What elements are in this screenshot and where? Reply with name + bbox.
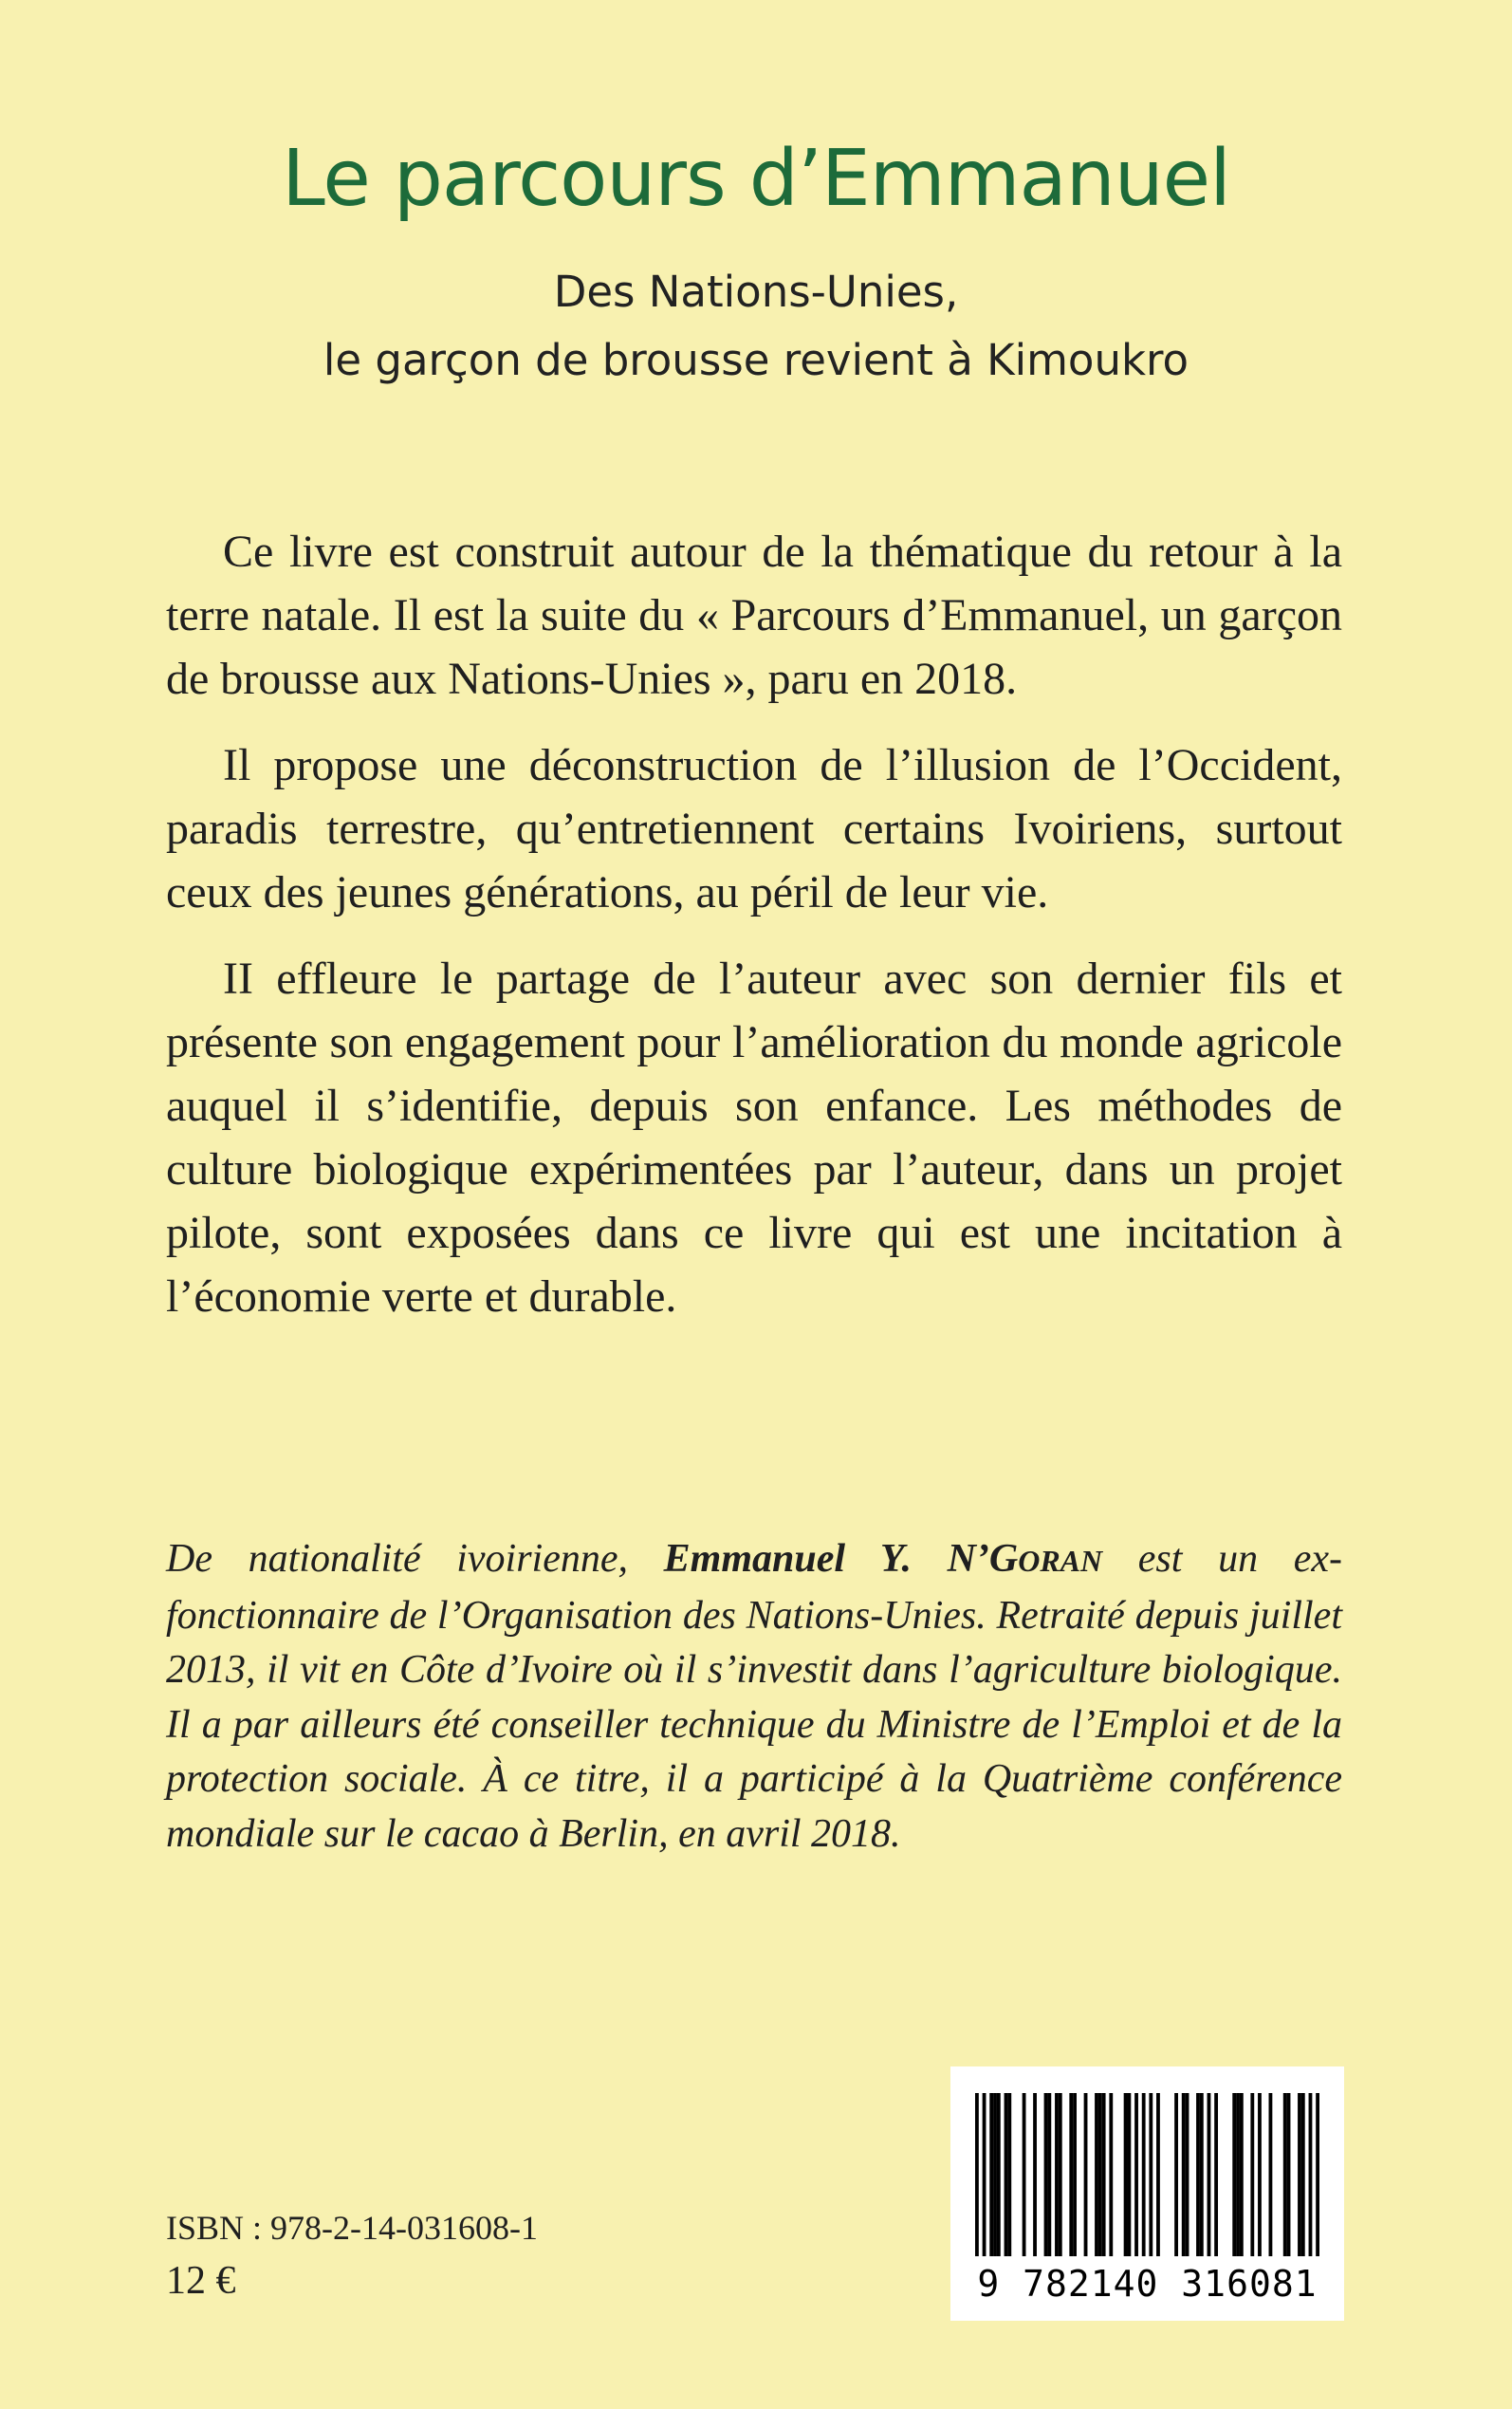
barcode-bar: [1174, 2093, 1178, 2256]
barcode-bar: [1258, 2093, 1262, 2256]
barcode-bar: [1109, 2093, 1113, 2256]
barcode-bar: [989, 2093, 993, 2256]
barcode-bar: [1196, 2093, 1200, 2256]
barcode-bar: [1269, 2093, 1273, 2256]
summary-text: [166, 520, 1342, 1351]
barcode-bar: [1309, 2093, 1313, 2256]
barcode-bar: [1047, 2093, 1051, 2256]
author-name-small-caps: ORAN: [1018, 1544, 1103, 1578]
isbn: ISBN : 978-2-14-031608-1: [166, 2209, 538, 2247]
book-subtitle-line-1: Des Nations-Unies,: [553, 267, 959, 317]
barcode-bar: [1301, 2093, 1305, 2256]
summary-paragraph: II effleure le partage de l’auteur avec son dernier fils et présente son engagement pour l’amélioration du monde agricole auquel il s’identifie, depuis son enfance. Les méthodes de culture biologique expérimentées par l’auteur, dans un projet pilote, sont exposées dans ce livre qui est une incitation à l’économie verte et durable.: [166, 954, 1342, 1322]
barcode-bar: [1298, 2093, 1301, 2256]
barcode-bar: [1095, 2093, 1098, 2256]
barcode-bar: [1142, 2093, 1146, 2256]
barcode-bar: [1232, 2093, 1236, 2256]
author-bio-intro: De nationalité ivoirienne,: [166, 1537, 664, 1581]
summary-paragraph: Ce livre est construit autour de la thématique du retour à la terre natale. Il est la suite du « Parcours d’Emmanuel, un garçon de brousse aux Nations-Unies », paru en 2018.: [166, 527, 1342, 704]
barcode-bar: [1287, 2093, 1291, 2256]
barcode-bar: [997, 2093, 1001, 2256]
barcode-digits: 9 782140 316081: [977, 2263, 1318, 2305]
barcode-bar: [993, 2093, 997, 2256]
author-name: Emmanuel Y. N’G: [663, 1537, 1019, 1581]
barcode-bar: [1182, 2093, 1186, 2256]
barcode-bar: [983, 2093, 986, 2256]
barcode-bar: [1005, 2093, 1008, 2256]
barcode-bar: [1084, 2093, 1088, 2256]
barcode-bar: [1102, 2093, 1106, 2256]
barcode-bar: [1044, 2093, 1048, 2256]
barcode-bar: [1208, 2093, 1211, 2256]
barcode-bar: [1214, 2093, 1218, 2256]
price: 12 €: [166, 2259, 236, 2303]
barcode-bar: [1186, 2093, 1189, 2256]
author-bio-text: est un ex-fonctionnaire de l’Organisation des Nations-Unies. Retraité depuis juillet 2013, il vit en Côte d’Ivoire où il s’investit dans l’agriculture biologique. Il a par ailleurs été conseiller technique du Ministre de l’Emploi et de la protection sociale. À ce titre, il a participé à la Quatrième conférence mondiale sur le cacao à Berlin, en avril 2018.: [166, 1537, 1342, 1856]
barcode-bar: [1033, 2093, 1037, 2256]
barcode-bar: [1149, 2093, 1152, 2256]
barcode-bar: [1127, 2093, 1131, 2256]
barcode-bar: [1007, 2093, 1011, 2256]
barcode-bar: [1055, 2093, 1059, 2256]
barcode-bar: [1200, 2093, 1204, 2256]
barcode-bar: [1240, 2093, 1244, 2256]
book-subtitle-line-2: le garçon de brousse revient à Kimoukro: [323, 335, 1189, 385]
barcode-bars: [975, 2093, 1319, 2256]
book-title: Le parcours d’Emmanuel: [282, 134, 1230, 224]
barcode-bar: [1134, 2093, 1138, 2256]
barcode-bar: [1023, 2093, 1026, 2256]
barcode-bar: [1059, 2093, 1062, 2256]
barcode-bar: [1156, 2093, 1160, 2256]
barcode-bar: [1236, 2093, 1240, 2256]
barcode-bar: [975, 2093, 979, 2256]
barcode-bar: [1283, 2093, 1287, 2256]
barcode: [950, 2066, 1344, 2321]
barcode-bar: [1250, 2093, 1254, 2256]
author-bio: [166, 1532, 1342, 1862]
barcode-bar: [1316, 2093, 1319, 2256]
summary-paragraph: Il propose une déconstruction de l’illusion de l’Occident, paradis terrestre, qu’entretiennent certains Ivoiriens, surtout ceux des jeunes générations, au péril de leur vie.: [166, 740, 1342, 917]
barcode-bar: [1073, 2093, 1077, 2256]
barcode-bar: [1124, 2093, 1128, 2256]
barcode-bar: [1069, 2093, 1073, 2256]
barcode-bar: [1098, 2093, 1102, 2256]
